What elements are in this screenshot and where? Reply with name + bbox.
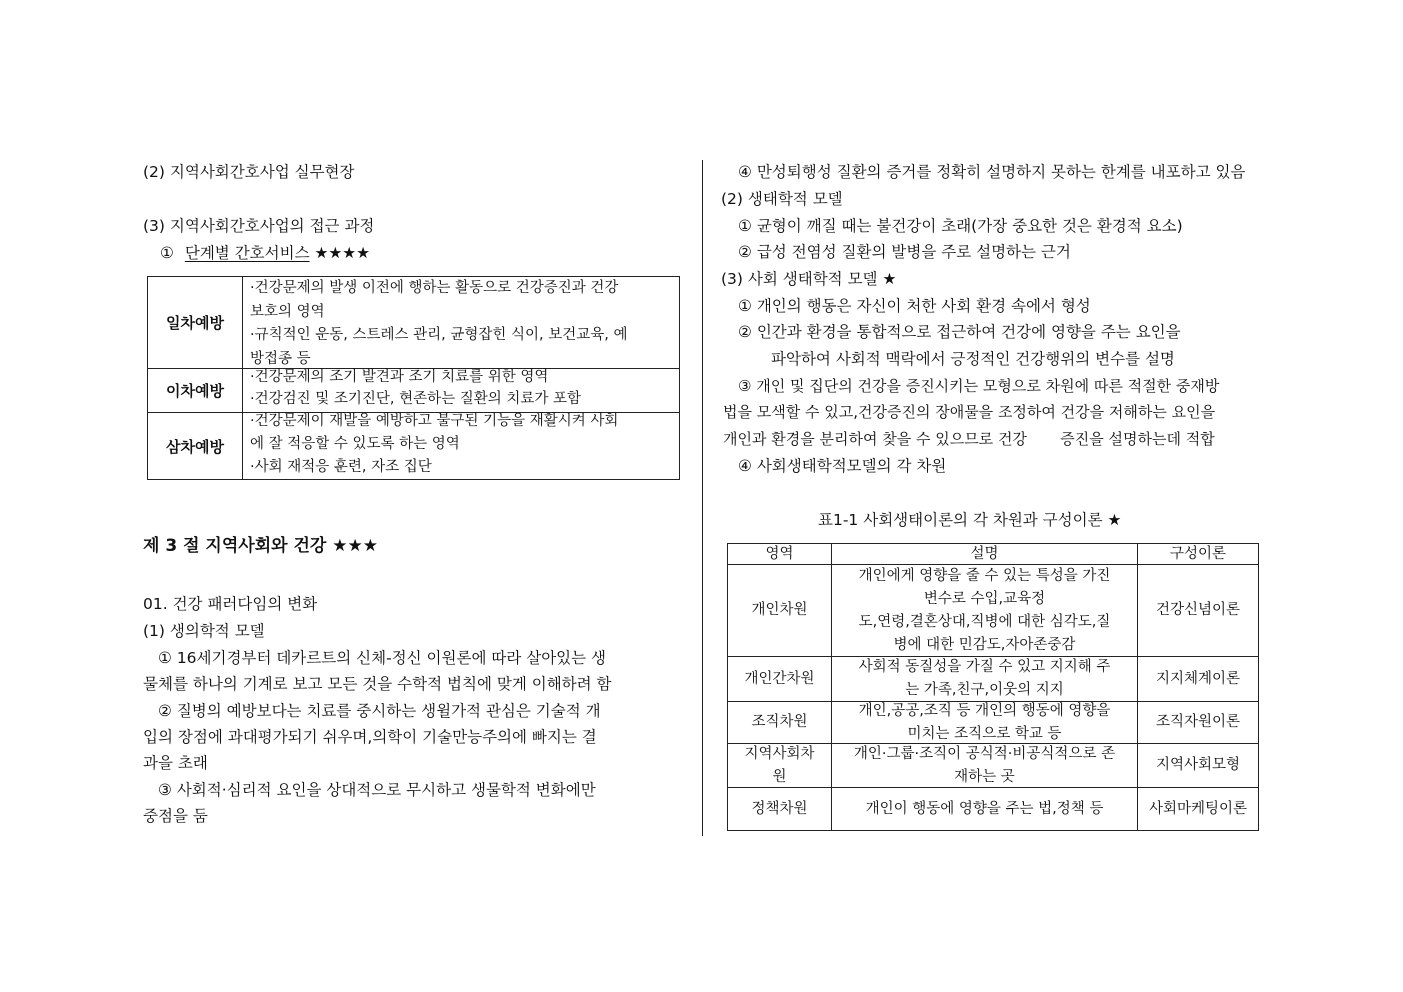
subheading-paradigm: 01. 건강 패러다임의 변화 <box>143 595 318 613</box>
paragraph-line: ④ 만성퇴행성 질환의 증거를 정확히 설명하지 못하는 한계를 내포하고 있음 <box>738 163 1246 181</box>
paragraph-line: 법을 모색할 수 있고,건강증진의 장애물을 조정하여 건강을 저해하는 요인을 <box>723 403 1216 421</box>
area-cell: 개인차원 <box>728 565 832 656</box>
paragraph-line: 물체를 하나의 기계로 보고 모든 것을 수학적 법칙에 맞게 이해하려 함 <box>143 675 612 693</box>
description-cell: 개인·그룹·조직이 공식적·비공식적으로 존 재하는 곳 <box>832 744 1138 787</box>
theory-cell: 건강신념이론 <box>1155 602 1241 618</box>
paragraph-line: 입의 장점에 과대평가되기 쉬우며,의학이 기술만능주의에 빠지는 결 <box>143 728 597 746</box>
theory-cell: 조직자원이론 <box>1155 714 1241 730</box>
area-cell: 개인간차원 <box>728 657 832 701</box>
description-cell: 사회적 동질성을 가질 수 있고 지지해 주 는 가족,친구,이웃의 지지 <box>832 657 1138 701</box>
paragraph-line: ③ 개인 및 집단의 건강을 증진시키는 모형으로 차원에 따른 적절한 중재방 <box>738 377 1220 395</box>
prevention-line: 보호의 영역 <box>250 303 325 320</box>
column-header: 구성이론 <box>1169 545 1227 562</box>
area-cell: 조직차원 <box>728 702 832 743</box>
table-row <box>728 702 1258 744</box>
heading-approach-process: (3) 지역사회간호사업의 접근 과정 <box>143 217 375 235</box>
paragraph-line: 과을 초래 <box>143 754 208 772</box>
prevention-line: ·사회 재적응 훈련, 자조 집단 <box>250 459 432 475</box>
stage-services-label: 단계별 간호서비스 <box>184 244 310 262</box>
paragraph-line: ④ 사회생태학적모델의 각 차원 <box>738 457 947 475</box>
prevention-name: 일차예방 <box>148 277 243 368</box>
table-row <box>728 788 1258 830</box>
prevention-table <box>147 276 680 480</box>
table-row <box>728 565 1258 657</box>
paragraph-line: ② 인간과 환경을 통합적으로 접근하여 건강에 영향을 주는 요인을 <box>738 323 1181 341</box>
subheading-social-ecological: (3) 사회 생태학적 모델 ★ <box>721 270 897 288</box>
theory-cell: 지지체계이론 <box>1155 670 1241 687</box>
column-divider <box>702 160 703 836</box>
paragraph-line: 파악하여 사회적 맥락에서 긍정적인 건강행위의 변수를 설명 <box>771 350 1175 368</box>
prevention-name: 삼차예방 <box>148 413 243 479</box>
social-ecology-table <box>727 543 1259 831</box>
prevention-line: ·건강문제이 재발을 예방하고 불구된 기능을 재활시켜 사회 <box>250 413 619 429</box>
description-cell: 개인,공공,조직 등 개인의 행동에 영향을 미치는 조직으로 학교 등 <box>832 702 1138 743</box>
table-row <box>148 369 679 413</box>
prevention-line: ·건강문제의 발생 이전에 행하는 활동으로 건강증진과 건강 <box>250 280 619 296</box>
paragraph-line: 개인과 환경을 분리하여 찾을 수 있으므로 건강 증진을 설명하는데 적합 <box>723 430 1215 448</box>
item-stage-services: ① 단계별 간호서비스 ★★★★ <box>160 244 371 262</box>
prevention-line: ·규칙적인 운동, 스트레스 관리, 균형잡힌 식이, 보건교육, 예 <box>250 327 628 343</box>
paragraph-line: ③ 사회적·심리적 요인을 상대적으로 무시하고 생물학적 변화에만 <box>158 781 596 799</box>
theory-cell: 지역사회모형 <box>1155 757 1241 773</box>
area-cell: 지역사회차원 <box>728 744 832 787</box>
prevention-line: ·건강검진 및 조기진단, 현존하는 질환의 치료가 포함 <box>250 391 582 407</box>
area-cell: 정책차원 <box>728 788 832 830</box>
prevention-line: 방접종 등 <box>250 350 311 367</box>
subheading-biomedical: (1) 생의학적 모델 <box>143 622 265 640</box>
prevention-name: 이차예방 <box>148 369 243 412</box>
column-header: 설명 <box>832 544 1138 564</box>
table-row <box>148 277 679 369</box>
prevention-line: 에 잘 적응할 수 있도록 하는 영역 <box>250 436 460 452</box>
heading-practice-field: (2) 지역사회간호사업 실무현장 <box>143 163 355 181</box>
description-cell: 개인이 행동에 영향을 주는 법,정책 등 <box>832 788 1138 830</box>
table-row <box>728 657 1258 702</box>
table-row <box>148 413 679 479</box>
paragraph-line: ② 질병의 예방보다는 치료를 중시하는 생윌가적 관심은 기술적 개 <box>158 702 601 720</box>
theory-cell: 사회마케팅이론 <box>1148 800 1248 817</box>
paragraph-line: ① 16세기경부터 데카르트의 신체-정신 이원론에 따라 살아있는 생 <box>158 649 607 667</box>
section-title: 제 3 절 지역사회와 건강 ★★★ <box>143 536 378 556</box>
subheading-ecological: (2) 생태학적 모델 <box>721 190 843 208</box>
paragraph-line: ① 개인의 행동은 자신이 처한 사회 환경 속에서 형성 <box>738 297 1091 315</box>
paragraph-line: 중점을 둠 <box>143 807 208 825</box>
description-cell: 개인에게 영향을 줄 수 있는 특성을 가진 변수로 수입,교육정 도,연령,결혼상대,직병에 대한 심각도,질 병에 대한 민감도,자아존중감 <box>832 565 1138 656</box>
paragraph-line: ① 균형이 깨질 때는 불건강이 초래(가장 중요한 것은 환경적 요소) <box>738 217 1183 235</box>
paragraph-line: ② 급성 전염성 질환의 발병을 주로 설명하는 근거 <box>738 243 1071 261</box>
table-caption: 표1-1 사회생태이론의 각 차원과 구성이론 ★ <box>818 511 1122 529</box>
stars-rating: ★★★★ <box>314 244 371 262</box>
prevention-line: ·건강문제의 조기 발견과 조기 치료를 위한 영역 <box>250 369 549 385</box>
table-header-row <box>728 544 1258 565</box>
column-header: 영역 <box>728 544 832 564</box>
table-row <box>728 744 1258 788</box>
